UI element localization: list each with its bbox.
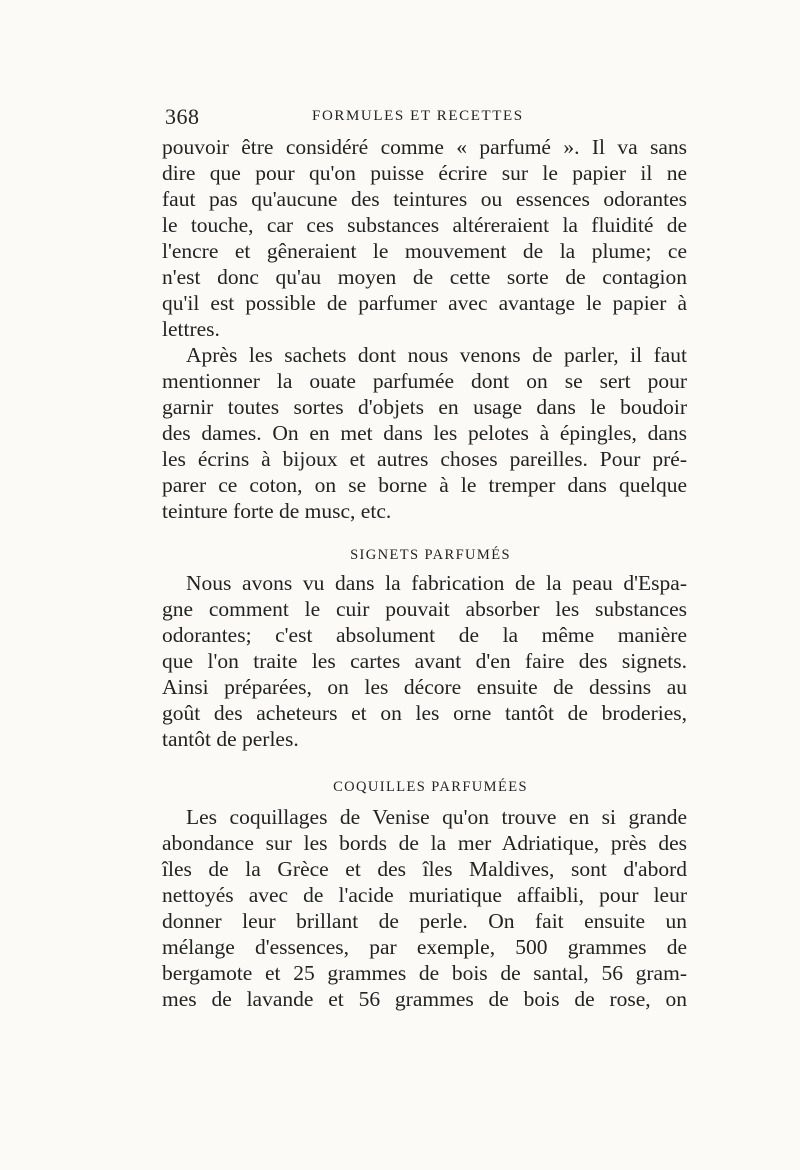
text-line: odorantes; c'est absolument de la même manière xyxy=(162,623,687,647)
section-heading-coquilles: COQUILLES PARFUMÉES xyxy=(333,779,528,795)
text-line: des dames. On en met dans les pelotes à épingles, dans xyxy=(162,421,687,445)
text-line: Les coquillages de Venise qu'on trouve en si grande xyxy=(186,805,687,829)
text-line: tantôt de perles. xyxy=(162,727,299,751)
text-line: mes de lavande et 56 grammes de bois de rose, on xyxy=(162,987,687,1011)
text-line: abondance sur les bords de la mer Adriatique, près des xyxy=(162,831,687,855)
text-line: parer ce coton, on se borne à le tremper dans quelque xyxy=(162,473,687,497)
text-line: pouvoir être considéré comme « parfumé ». Il va sans xyxy=(162,135,687,159)
text-line: n'est donc qu'au moyen de cette sorte de contagion xyxy=(162,265,687,289)
section-signets-body xyxy=(162,570,687,752)
text-line: Nous avons vu dans la fabrication de la peau d'Espa- xyxy=(186,571,687,595)
text-line: les écrins à bijoux et autres choses pareilles. Pour pré- xyxy=(162,447,687,471)
section-coquilles-body xyxy=(162,804,687,1012)
paragraph-1 xyxy=(162,134,687,342)
text-line: teinture forte de musc, etc. xyxy=(162,499,392,523)
text-line: que l'on traite les cartes avant d'en faire des signets. xyxy=(162,649,687,673)
text-line: faut pas qu'aucune des teintures ou essences odorantes xyxy=(162,187,687,211)
text-line: garnir toutes sortes d'objets en usage dans le boudoir xyxy=(162,395,687,419)
text-line: le touche, car ces substances altéreraient la fluidité de xyxy=(162,213,687,237)
text-line: Après les sachets dont nous venons de parler, il faut xyxy=(186,343,687,367)
text-line: mélange d'essences, par exemple, 500 grammes de xyxy=(162,935,687,959)
text-line: bergamote et 25 grammes de bois de santal, 56 gram- xyxy=(162,961,687,985)
running-title: FORMULES ET RECETTES xyxy=(312,108,524,124)
text-line: l'encre et gêneraient le mouvement de la plume; ce xyxy=(162,239,687,263)
book-page xyxy=(162,100,687,1140)
page-number: 368 xyxy=(165,104,200,129)
text-line: nettoyés avec de l'acide muriatique affaibli, pour leur xyxy=(162,883,687,907)
section-heading-signets: SIGNETS PARFUMÉS xyxy=(350,547,511,563)
text-line: Ainsi préparées, on les décore ensuite de dessins au xyxy=(162,675,687,699)
running-head xyxy=(162,100,687,134)
text-line: lettres. xyxy=(162,317,220,341)
text-line: îles de la Grèce et des îles Maldives, sont d'abord xyxy=(162,857,687,881)
text-line: donner leur brillant de perle. On fait ensuite un xyxy=(162,909,687,933)
text-line: gne comment le cuir pouvait absorber les substances xyxy=(162,597,687,621)
text-line: mentionner la ouate parfumée dont on se sert pour xyxy=(162,369,687,393)
paragraph-2 xyxy=(162,342,687,524)
text-line: qu'il est possible de parfumer avec avantage le papier à xyxy=(162,291,687,315)
text-line: dire que pour qu'on puisse écrire sur le papier il ne xyxy=(162,161,687,185)
text-line: goût des acheteurs et on les orne tantôt de broderies, xyxy=(162,701,687,725)
